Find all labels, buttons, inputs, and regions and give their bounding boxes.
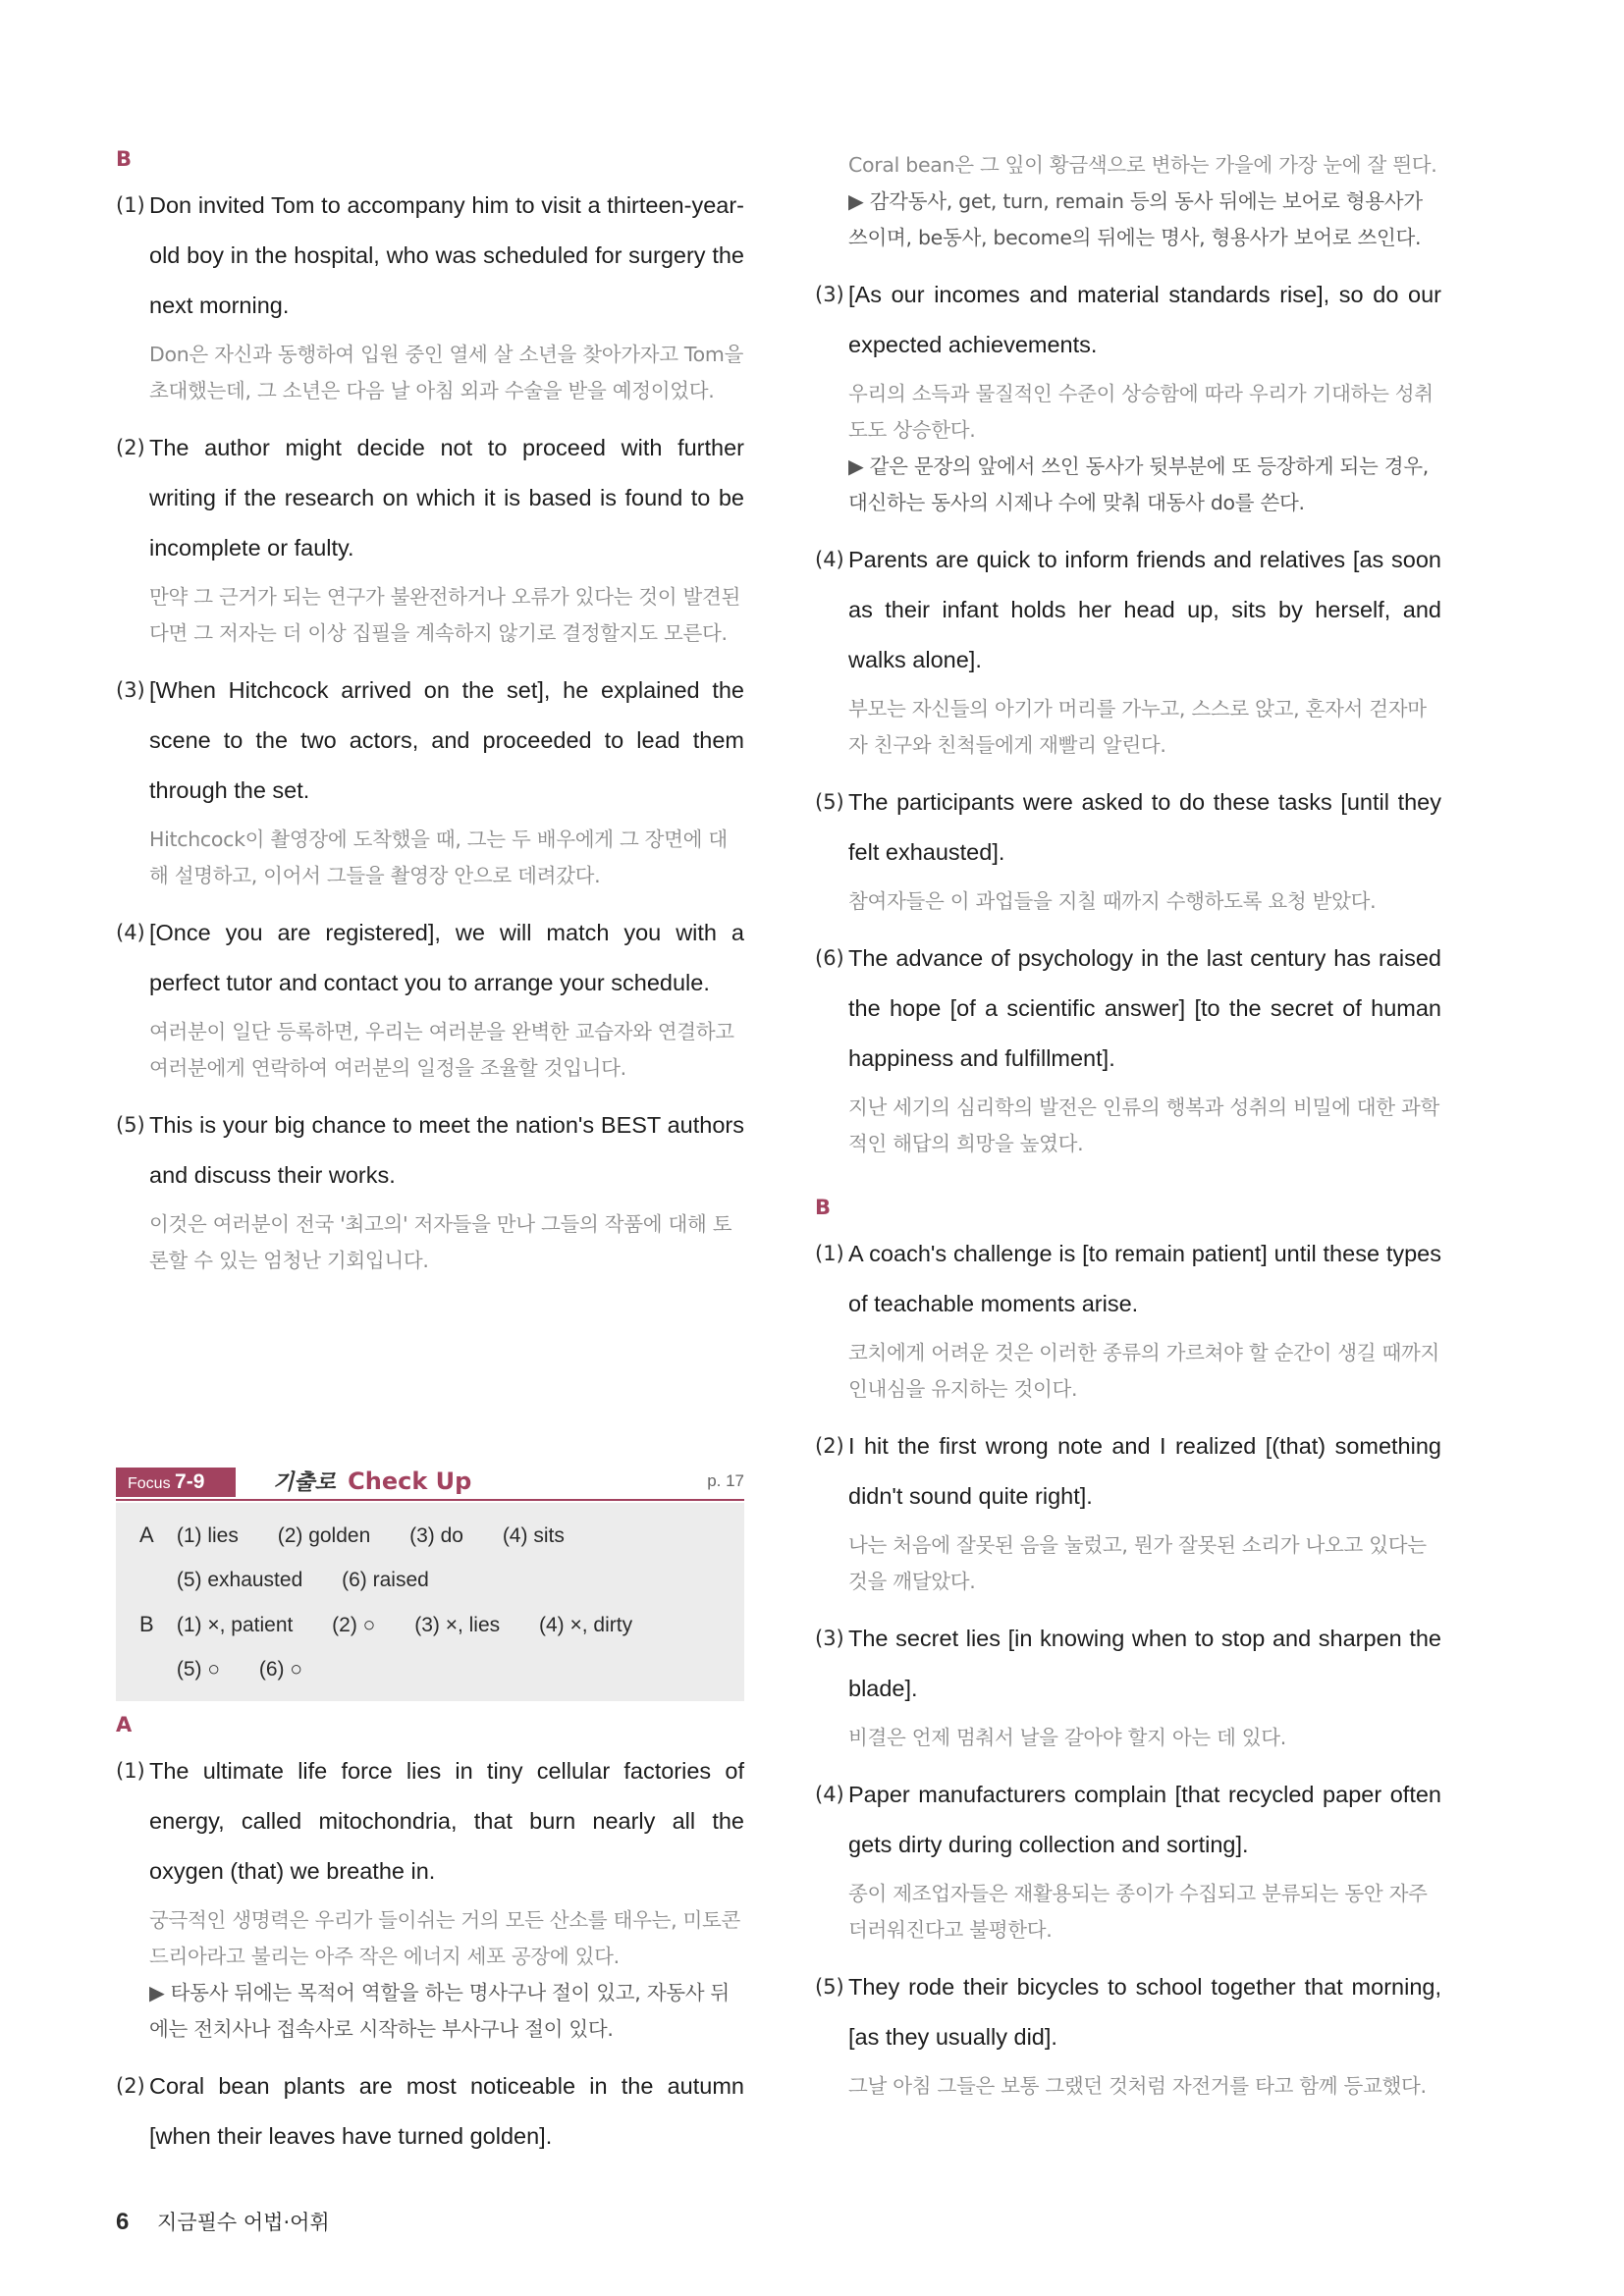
item-number: (2) xyxy=(116,2074,145,2098)
answer-row xyxy=(139,1647,744,1691)
list-item xyxy=(815,1770,1441,1949)
item-number: (1) xyxy=(116,1759,145,1783)
list-item xyxy=(815,1614,1441,1756)
item-number: (3) xyxy=(815,1627,844,1650)
korean-translation: 지난 세기의 심리학의 발전은 인류의 행복과 성취의 비밀에 대한 과학적인 해답의 희망을 높였다. xyxy=(848,1095,1440,1155)
korean-translation: Hitchcock이 촬영장에 도착했을 때, 그는 두 배우에게 그 장면에 대해 설명하고, 이어서 그들을 촬영장 안으로 데려갔다. xyxy=(149,828,728,887)
checkup-title-prefix: 기출로 xyxy=(273,1470,336,1495)
answer: (3) do xyxy=(409,1524,463,1547)
english-sentence: [When Hitchcock arrived on the set], he explained the scene to the two actors, and proceeded to lead them through the set. xyxy=(149,677,744,803)
section-b-heading: B xyxy=(815,1196,832,1219)
grammar-note: ▶ 타동사 뒤에는 목적어 역할을 하는 명사구나 절이 있고, 자동사 뒤에는 전치사나 접속사로 시작하는 부사구나 절이 있다. xyxy=(149,1981,730,2041)
item-number: (3) xyxy=(815,283,844,306)
checkup-box xyxy=(116,1468,744,1701)
row-label: A xyxy=(139,1522,154,1547)
answer: (2) golden xyxy=(277,1524,371,1547)
list-item xyxy=(116,2061,744,2162)
english-sentence: The advance of psychology in the last century has raised the hope [of a scientific answer] [to the secret of human happiness and fulfillment]. xyxy=(848,945,1441,1071)
english-sentence: Paper manufacturers complain [that recycled paper often gets dirty during collection and sorting]. xyxy=(848,1782,1441,1857)
list-item xyxy=(116,908,744,1087)
english-sentence: They rode their bicycles to school together that morning, [as they usually did]. xyxy=(848,1974,1441,2050)
list-item xyxy=(815,535,1441,764)
focus-badge xyxy=(116,1468,236,1497)
item-number: (5) xyxy=(116,1113,145,1137)
english-sentence: I hit the first wrong note and I realized [(that) something didn't sound quite right]. xyxy=(848,1433,1441,1509)
korean-translation: 부모는 자신들의 아기가 머리를 가누고, 스스로 앉고, 혼자서 걷자마자 친구와 친척들에게 재빨리 알린다. xyxy=(848,697,1427,757)
item-number: (4) xyxy=(815,548,844,571)
checkup-title-text: Check Up xyxy=(348,1468,472,1495)
korean-translation: 여러분이 일단 등록하면, 우리는 여러분을 완벽한 교습자와 연결하고 여러분에게 연락하여 여러분의 일정을 조율할 것입니다. xyxy=(149,1020,734,1080)
english-sentence: Don invited Tom to accompany him to visit a thirteen-year-old boy in the hospital, who was scheduled for surgery the next morning. xyxy=(149,192,744,318)
item-number: (5) xyxy=(815,790,844,814)
english-sentence: The participants were asked to do these tasks [until they felt exhausted]. xyxy=(848,789,1441,865)
answer: (6) raised xyxy=(342,1569,429,1591)
item-number: (3) xyxy=(116,678,145,702)
korean-translation: 종이 제조업자들은 재활용되는 종이가 수집되고 분류되는 동안 자주 더러워진다고 불평한다. xyxy=(848,1882,1428,1942)
item-number: (4) xyxy=(116,921,145,944)
grammar-note: ▶ 감각동사, get, turn, remain 등의 동사 뒤에는 보어로 형용사가 쓰이며, be동사, become의 뒤에는 명사, 형용사가 보어로 쓰인다. xyxy=(848,189,1423,249)
item-number: (4) xyxy=(815,1783,844,1806)
english-sentence: Parents are quick to inform friends and relatives [as soon as their infant holds her head up, sits by herself, and walks alone]. xyxy=(848,547,1441,672)
item-number: (1) xyxy=(815,1242,844,1265)
english-sentence: [As our incomes and material standards rise], so do our expected achievements. xyxy=(848,282,1441,357)
list-item xyxy=(116,666,744,894)
korean-translation: 우리의 소득과 물질적인 수준이 상승함에 따라 우리가 기대하는 성취도도 상승한다. xyxy=(848,382,1434,442)
list-item xyxy=(815,777,1441,920)
list-item xyxy=(815,1962,1441,2105)
answer: (4) ×, dirty xyxy=(539,1614,633,1636)
answer-row xyxy=(139,1602,744,1647)
list-item xyxy=(116,423,744,652)
list-item xyxy=(116,1746,744,2048)
book-title: 지금필수 어법·어휘 xyxy=(157,2211,330,2234)
list-item-continued xyxy=(815,147,1441,256)
focus-number: 7-9 xyxy=(175,1470,205,1493)
answer: (6) ○ xyxy=(258,1658,303,1681)
answer-row xyxy=(139,1558,744,1602)
item-number: (2) xyxy=(815,1434,844,1458)
list-item xyxy=(116,181,744,409)
english-sentence: The secret lies [in knowing when to stop and sharpen the blade]. xyxy=(848,1626,1441,1701)
checkup-title xyxy=(273,1466,471,1496)
section-a-heading: A xyxy=(116,1713,133,1736)
page-number: 6 xyxy=(116,2209,130,2235)
grammar-note: ▶ 같은 문장의 앞에서 쓰인 동사가 뒷부분에 또 등장하게 되는 경우, 대신하는 동사의 시제나 수에 맞춰 대동사 do를 쓴다. xyxy=(848,454,1429,514)
korean-translation: Don은 자신과 동행하여 입원 중인 열세 살 소년을 찾아가자고 Tom을 초대했는데, 그 소년은 다음 날 아침 외과 수술을 받을 예정이었다. xyxy=(149,343,744,402)
korean-translation: 코치에게 어려운 것은 이러한 종류의 가르쳐야 할 순간이 생길 때까지 인내심을 유지하는 것이다. xyxy=(848,1341,1440,1401)
left-column-section-a xyxy=(116,1713,744,2175)
item-number: (5) xyxy=(815,1975,844,1999)
answer: (5) ○ xyxy=(176,1658,221,1681)
page-footer xyxy=(116,2207,330,2236)
korean-translation: 참여자들은 이 과업들을 지칠 때까지 수행하도록 요청 받았다. xyxy=(848,889,1377,913)
list-item xyxy=(116,1100,744,1279)
list-item xyxy=(815,1229,1441,1408)
list-item xyxy=(815,934,1441,1162)
focus-label: Focus xyxy=(128,1475,171,1492)
english-sentence: This is your big chance to meet the nation's BEST authors and discuss their works. xyxy=(149,1112,744,1188)
english-sentence: Coral bean plants are most noticeable in the autumn [when their leaves have turned golden]. xyxy=(149,2073,744,2149)
item-number: (2) xyxy=(116,436,145,459)
korean-translation: 비결은 언제 멈춰서 날을 갈아야 할지 아는 데 있다. xyxy=(848,1726,1287,1749)
item-number: (6) xyxy=(815,946,844,970)
divider xyxy=(116,1499,744,1501)
checkup-header xyxy=(116,1468,744,1501)
item-number: (1) xyxy=(116,193,145,217)
english-sentence: The author might decide not to proceed with further writing if the research on which it is based is found to be incomplete or faulty. xyxy=(149,435,744,561)
answer: (1) lies xyxy=(176,1524,239,1547)
korean-translation: 나는 처음에 잘못된 음을 눌렀고, 뭔가 잘못된 소리가 나오고 있다는 것을 깨달았다. xyxy=(848,1533,1427,1593)
korean-translation: 이것은 여러분이 전국 '최고의' 저자들을 만나 그들의 작품에 대해 토론할 수 있는 엄청난 기회입니다. xyxy=(149,1212,732,1272)
left-column xyxy=(116,147,744,1293)
answer-box xyxy=(116,1503,744,1701)
page-reference: p. 17 xyxy=(707,1471,744,1490)
answer: (1) ×, patient xyxy=(176,1614,294,1636)
section-b-heading: B xyxy=(116,147,133,171)
right-column xyxy=(815,147,1441,2118)
korean-translation: 만약 그 근거가 되는 연구가 불완전하거나 오류가 있다는 것이 발견된다면 그 저자는 더 이상 집필을 계속하지 않기로 결정할지도 모른다. xyxy=(149,585,741,645)
row-label: B xyxy=(139,1612,154,1636)
answer: (4) sits xyxy=(502,1524,565,1547)
answer: (3) ×, lies xyxy=(414,1614,501,1636)
answer: (2) ○ xyxy=(332,1614,376,1636)
korean-translation: 궁극적인 생명력은 우리가 들이쉬는 거의 모든 산소를 태우는, 미토콘드리아라고 불리는 아주 작은 에너지 세포 공장에 있다. xyxy=(149,1908,741,1968)
english-sentence: [Once you are registered], we will match you with a perfect tutor and contact you to arrange your schedule. xyxy=(149,920,744,995)
english-sentence: The ultimate life force lies in tiny cellular factories of energy, called mitochondria, that burn nearly all the oxygen (that) we breathe in. xyxy=(149,1758,744,1884)
list-item xyxy=(815,270,1441,521)
answer: (5) exhausted xyxy=(176,1569,303,1591)
english-sentence: A coach's challenge is [to remain patient] until these types of teachable moments arise. xyxy=(848,1241,1441,1316)
answer-row xyxy=(139,1513,744,1558)
korean-translation: 그날 아침 그들은 보통 그랬던 것처럼 자전거를 타고 함께 등교했다. xyxy=(848,2074,1427,2098)
korean-translation: Coral bean은 그 잎이 황금색으로 변하는 가을에 가장 눈에 잘 띈다. xyxy=(848,153,1437,177)
list-item xyxy=(815,1421,1441,1600)
